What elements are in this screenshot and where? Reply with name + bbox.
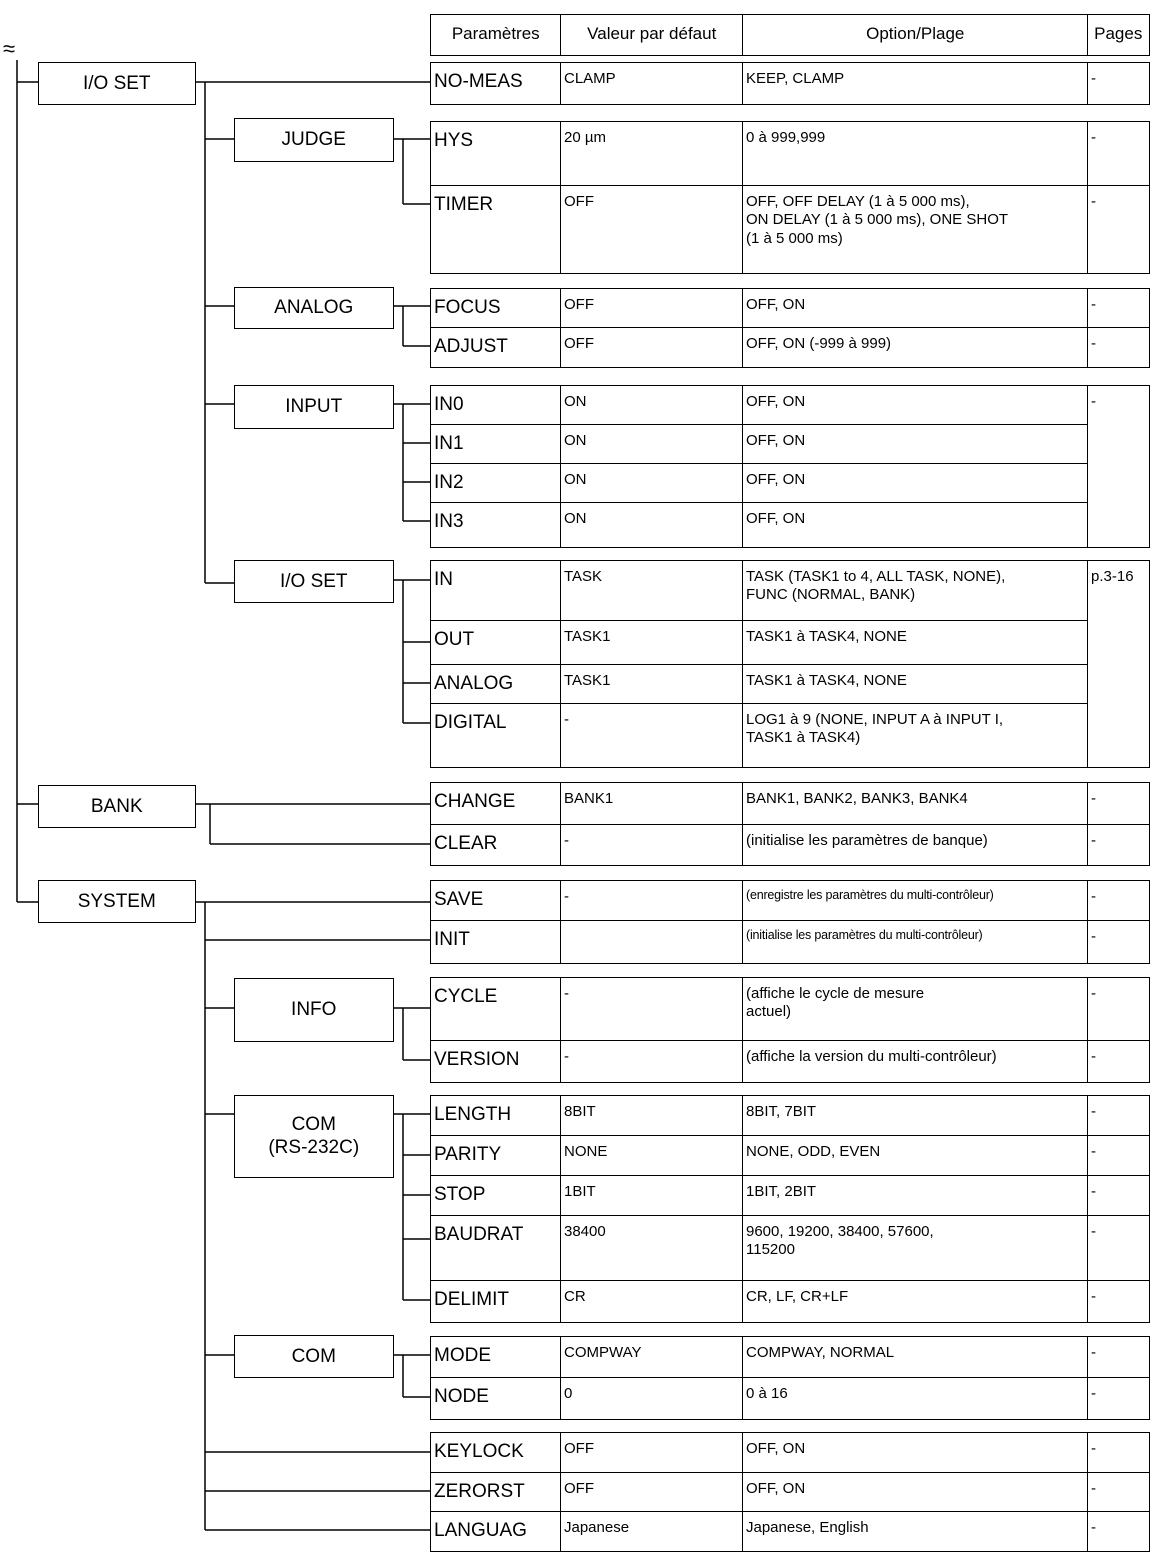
option-keylock — [742, 1432, 1089, 1474]
default-in1 — [560, 424, 744, 465]
param-hys — [430, 121, 562, 187]
page-ref: - — [1091, 129, 1096, 146]
param-name: DELIMIT — [434, 1289, 509, 1310]
option-delimit — [742, 1280, 1089, 1323]
param-in3 — [430, 502, 562, 548]
param-name: NODE — [434, 1386, 489, 1407]
option-out — [742, 620, 1089, 666]
param-change — [430, 782, 562, 826]
option-line: BANK1, BANK2, BANK3, BANK4 — [746, 790, 968, 807]
param-keylock — [430, 1432, 562, 1474]
param-in — [430, 560, 562, 622]
page-clear — [1087, 824, 1150, 866]
option-line: OFF, ON — [746, 432, 806, 449]
option-line: 0 à 16 — [746, 1385, 788, 1402]
default-value: COMPWAY — [564, 1344, 642, 1361]
option-line: TASK1 à TASK4, NONE — [746, 628, 907, 645]
option-line: (enregistre les paramètres du multi-contrôleur) — [746, 888, 994, 902]
default-value: 1BIT — [564, 1183, 596, 1200]
option-focus — [742, 288, 1089, 329]
option-line: 0 à 999,999 — [746, 129, 826, 146]
option-no_meas — [742, 62, 1089, 105]
page-ref: - — [1091, 1183, 1096, 1200]
default-value: NONE — [564, 1143, 608, 1160]
option-timer — [742, 185, 1089, 274]
option-line: OFF, ON — [746, 1440, 806, 1457]
option-line: 8BIT, 7BIT — [746, 1103, 817, 1120]
default-delimit — [560, 1280, 744, 1323]
default-value: TASK1 — [564, 628, 611, 645]
default-baudrat — [560, 1215, 744, 1282]
param-name: LANGUAG — [434, 1520, 527, 1541]
option-mode — [742, 1336, 1089, 1379]
default-adjust — [560, 327, 744, 368]
default-value: - — [564, 832, 569, 849]
group-io-set — [38, 62, 196, 105]
param-name: INIT — [434, 929, 470, 950]
param-in1 — [430, 424, 562, 465]
param-name: LENGTH — [434, 1104, 512, 1125]
default-out — [560, 620, 744, 666]
option-line: 9600, 19200, 38400, 57600, — [746, 1223, 934, 1240]
option-line: ON DELAY (1 à 5 000 ms), ONE SHOT — [746, 211, 1009, 229]
group-label: COM — [291, 1345, 336, 1367]
option-in0 — [742, 385, 1089, 426]
group-label-line: COM — [291, 1114, 336, 1136]
page-zerorst — [1087, 1472, 1150, 1513]
default-value: ON — [564, 471, 587, 488]
page-ref: - — [1091, 193, 1096, 210]
group-label: ANALOG — [274, 297, 354, 319]
page-ref: - — [1091, 393, 1096, 410]
page-ref: - — [1091, 1480, 1096, 1497]
page-focus — [1087, 288, 1150, 329]
default-value: 8BIT — [564, 1103, 596, 1120]
option-adjust — [742, 327, 1089, 368]
option-in1 — [742, 424, 1089, 465]
tree-break-mark: ≈ — [3, 36, 16, 61]
page-ref: - — [1091, 1385, 1096, 1402]
page-cycle — [1087, 977, 1150, 1042]
default-value: TASK — [564, 568, 603, 585]
default-zerorst — [560, 1472, 744, 1513]
option-stop — [742, 1175, 1089, 1217]
group-label: I/O SET — [82, 72, 151, 94]
group-label-line: (RS-232C) — [268, 1137, 360, 1159]
option-line: OFF, ON — [746, 393, 806, 410]
default-keylock — [560, 1432, 744, 1474]
param-name: KEYLOCK — [434, 1441, 524, 1462]
option-in3 — [742, 502, 1089, 548]
param-name: PARITY — [434, 1144, 502, 1165]
page-ref: - — [1091, 1223, 1096, 1240]
default-value: OFF — [564, 296, 594, 313]
page-ref: - — [1091, 70, 1096, 87]
page-adjust — [1087, 327, 1150, 368]
header-label: Valeur par défaut — [587, 24, 717, 44]
param-stop — [430, 1175, 562, 1217]
default-in — [560, 560, 744, 622]
default-value: TASK1 — [564, 672, 611, 689]
page-keylock — [1087, 1432, 1150, 1474]
page-ref: - — [1091, 1048, 1096, 1065]
page-node — [1087, 1377, 1150, 1420]
page-ref: - — [1091, 335, 1096, 352]
default-timer — [560, 185, 744, 274]
param-version — [430, 1040, 562, 1083]
header-option — [742, 14, 1089, 56]
param-name: ZERORST — [434, 1481, 525, 1502]
page-timer — [1087, 185, 1150, 274]
header-param — [430, 14, 562, 56]
header-default — [560, 14, 744, 56]
group-label: INFO — [291, 999, 337, 1021]
page-version — [1087, 1040, 1150, 1083]
option-line: 1BIT, 2BIT — [746, 1183, 817, 1200]
default-value: ON — [564, 432, 587, 449]
page-languag — [1087, 1511, 1150, 1552]
option-line: TASK (TASK1 to 4, ALL TASK, NONE), — [746, 568, 1006, 585]
group-bank — [38, 785, 196, 828]
default-focus — [560, 288, 744, 329]
page-in — [1087, 560, 1150, 768]
page-change — [1087, 782, 1150, 826]
default-in2 — [560, 463, 744, 504]
option-in — [742, 560, 1089, 622]
default-value: Japanese — [564, 1519, 630, 1536]
default-value: OFF — [564, 1440, 594, 1457]
group-system — [38, 880, 196, 923]
param-out — [430, 620, 562, 666]
option-line: OFF, ON — [746, 296, 806, 313]
param-in0 — [430, 385, 562, 426]
page-ref: - — [1091, 1288, 1096, 1305]
default-value: CLAMP — [564, 70, 616, 87]
option-line: FUNC (NORMAL, BANK) — [746, 586, 916, 604]
option-line: TASK1 à TASK4, NONE — [746, 672, 907, 689]
param-adjust — [430, 327, 562, 368]
page-ref: - — [1091, 1344, 1096, 1361]
param-name: OUT — [434, 629, 475, 650]
option-in2 — [742, 463, 1089, 504]
group-info — [234, 978, 394, 1042]
param-name: IN3 — [434, 511, 464, 532]
param-name: IN — [434, 569, 453, 590]
page-ref: - — [1091, 888, 1096, 905]
param-name: FOCUS — [434, 297, 501, 318]
option-digital — [742, 703, 1089, 768]
group-io-set-sub — [234, 560, 394, 603]
param-node — [430, 1377, 562, 1420]
page-ref: - — [1091, 928, 1096, 945]
option-line: (initialise les paramètres de banque) — [746, 832, 988, 849]
header-label: Pages — [1094, 24, 1143, 44]
option-languag — [742, 1511, 1089, 1552]
param-name: TIMER — [434, 194, 494, 215]
default-change — [560, 782, 744, 826]
option-baudrat — [742, 1215, 1089, 1282]
param-name: DIGITAL — [434, 712, 507, 733]
page-ref: - — [1091, 790, 1096, 807]
option-version — [742, 1040, 1089, 1083]
default-value: 38400 — [564, 1223, 606, 1240]
option-hys — [742, 121, 1089, 187]
option-line: CR, LF, CR+LF — [746, 1288, 849, 1305]
page-mode — [1087, 1336, 1150, 1379]
option-zerorst — [742, 1472, 1089, 1513]
param-name: IN1 — [434, 433, 464, 454]
default-length — [560, 1095, 744, 1137]
page-ref: - — [1091, 832, 1096, 849]
param-in2 — [430, 463, 562, 504]
param-parity — [430, 1135, 562, 1177]
default-digital — [560, 703, 744, 768]
default-value: - — [564, 888, 569, 905]
group-label: JUDGE — [281, 129, 346, 151]
param-name: MODE — [434, 1345, 491, 1366]
default-value: 0 — [564, 1385, 573, 1402]
default-value: CR — [564, 1288, 586, 1305]
default-value: ON — [564, 510, 587, 527]
default-stop — [560, 1175, 744, 1217]
param-analog — [430, 664, 562, 705]
default-no_meas — [560, 62, 744, 105]
page-length — [1087, 1095, 1150, 1137]
page-hys — [1087, 121, 1150, 187]
page-ref: - — [1091, 1440, 1096, 1457]
param-name: NO-MEAS — [434, 71, 523, 92]
param-name: SAVE — [434, 889, 484, 910]
param-name: CYCLE — [434, 986, 498, 1007]
default-version — [560, 1040, 744, 1083]
param-clear — [430, 824, 562, 866]
option-line: LOG1 à 9 (NONE, INPUT A à INPUT I, — [746, 711, 1004, 728]
option-line: actuel) — [746, 1003, 792, 1021]
option-analog — [742, 664, 1089, 705]
page-ref: - — [1091, 1519, 1096, 1536]
default-analog — [560, 664, 744, 705]
param-no_meas — [430, 62, 562, 105]
option-parity — [742, 1135, 1089, 1177]
page-init — [1087, 920, 1150, 964]
option-line: (affiche la version du multi-contrôleur) — [746, 1048, 997, 1065]
option-line: KEEP, CLAMP — [746, 70, 845, 87]
default-in0 — [560, 385, 744, 426]
default-mode — [560, 1336, 744, 1379]
param-focus — [430, 288, 562, 329]
option-line: TASK1 à TASK4) — [746, 729, 861, 747]
page-ref: - — [1091, 985, 1096, 1002]
page-ref: p.3-16 — [1091, 568, 1134, 585]
group-label: BANK — [90, 795, 143, 817]
option-line: (1 à 5 000 ms) — [746, 229, 843, 247]
page-baudrat — [1087, 1215, 1150, 1282]
group-label: SYSTEM — [77, 890, 156, 912]
param-delimit — [430, 1280, 562, 1323]
default-node — [560, 1377, 744, 1420]
param-save — [430, 880, 562, 922]
option-length — [742, 1095, 1089, 1137]
default-value: OFF — [564, 193, 594, 210]
param-name: BAUDRAT — [434, 1224, 524, 1245]
group-com — [234, 1335, 394, 1378]
param-name: CHANGE — [434, 791, 516, 812]
option-line: (initialise les paramètres du multi-contrôleur) — [746, 928, 983, 942]
default-init — [560, 920, 744, 964]
group-label: INPUT — [285, 396, 343, 418]
option-save — [742, 880, 1089, 922]
option-line: (affiche le cycle de mesure — [746, 985, 925, 1002]
param-name: VERSION — [434, 1049, 520, 1070]
default-save — [560, 880, 744, 922]
option-cycle — [742, 977, 1089, 1042]
header-label: Option/Plage — [866, 24, 965, 44]
option-line: OFF, ON — [746, 471, 806, 488]
default-value: - — [564, 985, 569, 1002]
option-init — [742, 920, 1089, 964]
option-line: 115200 — [746, 1241, 795, 1259]
param-name: IN0 — [434, 394, 464, 415]
option-line: OFF, OFF DELAY (1 à 5 000 ms), — [746, 193, 970, 210]
option-line: OFF, ON — [746, 1480, 806, 1497]
default-value: - — [564, 711, 569, 728]
page-stop — [1087, 1175, 1150, 1217]
default-clear — [560, 824, 744, 866]
group-judge — [234, 118, 394, 162]
group-analog — [234, 287, 394, 329]
option-line: OFF, ON — [746, 510, 806, 527]
option-line: NONE, ODD, EVEN — [746, 1143, 881, 1160]
option-line: COMPWAY, NORMAL — [746, 1344, 895, 1361]
param-name: CLEAR — [434, 833, 498, 854]
option-line: OFF, ON (-999 à 999) — [746, 335, 892, 352]
default-cycle — [560, 977, 744, 1042]
page-parity — [1087, 1135, 1150, 1177]
param-name: IN2 — [434, 472, 464, 493]
param-digital — [430, 703, 562, 768]
param-cycle — [430, 977, 562, 1042]
param-init — [430, 920, 562, 964]
param-baudrat — [430, 1215, 562, 1282]
default-value: BANK1 — [564, 790, 614, 807]
option-node — [742, 1377, 1089, 1420]
option-line: Japanese, English — [746, 1519, 869, 1536]
page-no_meas — [1087, 62, 1150, 105]
default-value: OFF — [564, 1480, 594, 1497]
group-com-rs — [234, 1095, 394, 1178]
page-ref: - — [1091, 296, 1096, 313]
page-ref: - — [1091, 1143, 1096, 1160]
param-length — [430, 1095, 562, 1137]
option-change — [742, 782, 1089, 826]
param-timer — [430, 185, 562, 274]
default-value: ON — [564, 393, 587, 410]
header-pages — [1087, 14, 1150, 56]
page-save — [1087, 880, 1150, 922]
default-in3 — [560, 502, 744, 548]
group-input — [234, 385, 394, 429]
default-value: OFF — [564, 335, 594, 352]
page-ref: - — [1091, 1103, 1096, 1120]
default-hys — [560, 121, 744, 187]
header-label: Paramètres — [451, 24, 540, 44]
param-name: STOP — [434, 1184, 486, 1205]
param-mode — [430, 1336, 562, 1379]
page-in0 — [1087, 385, 1150, 548]
param-zerorst — [430, 1472, 562, 1513]
default-languag — [560, 1511, 744, 1552]
group-label: I/O SET — [279, 570, 348, 592]
param-name: HYS — [434, 130, 474, 151]
param-name: ADJUST — [434, 336, 508, 357]
page-delimit — [1087, 1280, 1150, 1323]
option-clear — [742, 824, 1089, 866]
param-name: ANALOG — [434, 673, 514, 694]
param-languag — [430, 1511, 562, 1552]
default-value: - — [564, 1048, 569, 1065]
default-parity — [560, 1135, 744, 1177]
default-value: 20 µm — [564, 129, 606, 146]
